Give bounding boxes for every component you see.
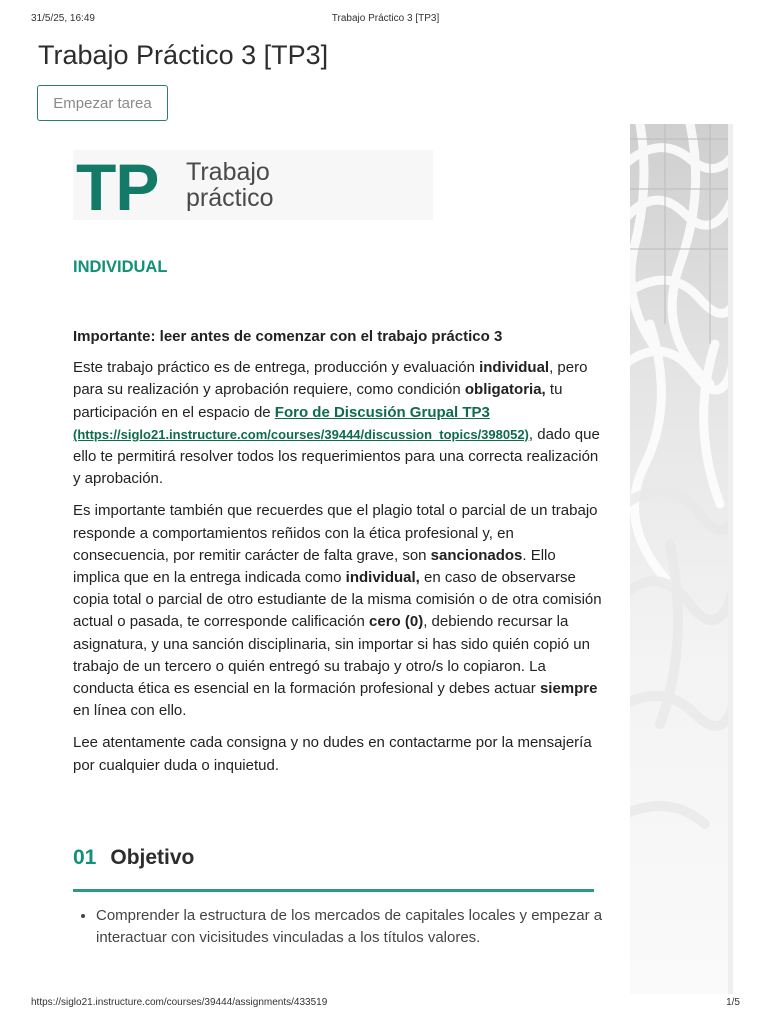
text: , pero para su realización y aprobación requiere, como condición	[73, 359, 588, 399]
architecture-pattern-image	[630, 124, 728, 994]
bold-text: siempre	[539, 680, 598, 698]
individual-tag: INDIVIDUAL	[73, 258, 168, 276]
start-assignment-button[interactable]: Empezar tarea	[37, 85, 168, 121]
section-divider	[73, 889, 594, 892]
important-heading: Importante: leer antes de comenzar con el trabajo práctico 3	[73, 328, 503, 345]
text: , dado que ello te permitirá resolver todos los requerimientos para una correcta realización y aprobación.	[73, 425, 600, 488]
objective-title: Objetivo	[110, 846, 195, 869]
text: . Ello implica que en la entrega indicada como	[73, 546, 556, 587]
paragraph-1	[73, 357, 603, 490]
tp-banner	[73, 150, 433, 224]
print-footer	[31, 997, 740, 1011]
text: en línea con ello.	[73, 702, 187, 720]
bold-text: obligatoria,	[464, 381, 546, 399]
print-datetime: 31/5/25, 16:49	[31, 13, 95, 24]
text: , debiendo recursar la asignatura, y una sanción disciplinaria, sin importar si has sido quién copió un trabajo de un tercero o quién entregó su trabajo y otro/s lo copiaron. La conducta ética es esencial en la formación profesional y debes actuar	[73, 613, 590, 698]
assignment-description	[73, 326, 603, 787]
text: en caso de observarse copia total o parcial de otro estudiante de la misma comisión o de otra comisión actual o pasada, te corresponde calificación	[73, 569, 602, 631]
objective-number: 01	[73, 846, 97, 869]
objective-heading	[73, 846, 194, 870]
text: Este trabajo práctico es de entrega, producción y evaluación	[73, 359, 480, 377]
page-title: Trabajo Práctico 3 [TP3]	[38, 40, 329, 70]
print-title: Trabajo Práctico 3 [TP3]	[331, 13, 440, 24]
paragraph-2	[73, 500, 603, 722]
scrollbar-track[interactable]	[728, 124, 733, 994]
text: tu participación en el espacio de	[73, 381, 563, 421]
forum-link-url[interactable]: (https://siglo21.instructure.com/courses/39444/discussion_topics/398052)	[73, 426, 529, 442]
objective-list	[73, 905, 616, 949]
banner-abbr: TP	[76, 150, 159, 224]
bold-text: sancionados	[430, 546, 523, 564]
footer-page-number: 1/5	[726, 997, 740, 1008]
side-decorative-image	[630, 124, 728, 994]
footer-url: https://siglo21.instructure.com/courses/39444/assignments/433519	[31, 997, 328, 1008]
banner-line2: práctico	[186, 184, 274, 212]
bold-text: cero (0)	[369, 613, 424, 631]
text: Es importante también que recuerdes que el plagio total o parcial de un trabajo responde a comportamientos reñidos con la ética profesional y, en consecuencia, por remitir carácter de falta grave, son	[73, 502, 598, 564]
bold-text: individual,	[345, 569, 420, 587]
paragraph-3: Lee atentamente cada consigna y no dudes en contactarme por la mensajería por cualquier duda o inquietud.	[73, 734, 592, 774]
forum-link[interactable]: Foro de Discusión Grupal TP3	[274, 403, 490, 421]
list-item: • Comprender la estructura de los mercados de capitales locales y empezar a interactuar con vicisitudes vinculadas a los títulos valores.	[96, 905, 616, 949]
bold-text: individual	[479, 359, 550, 377]
print-header	[31, 13, 740, 27]
banner-line1: Trabajo	[186, 158, 270, 186]
